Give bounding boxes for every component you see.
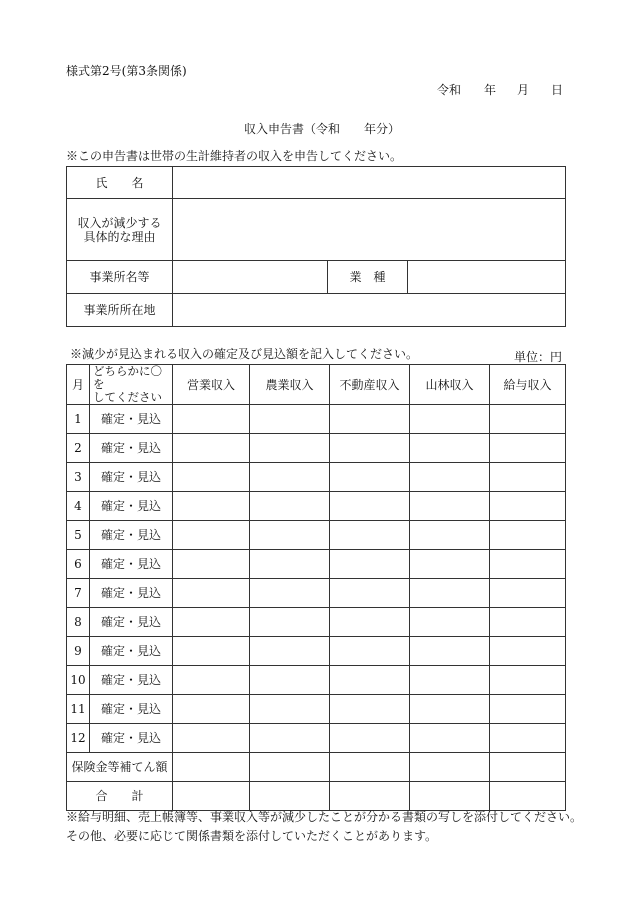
row-real-estate-cell[interactable] (330, 637, 410, 666)
row-agriculture-cell[interactable] (250, 637, 330, 666)
date-day-label: 日 (551, 83, 564, 97)
row-choice[interactable]: 確定・見込 (90, 695, 173, 724)
row-salary-cell[interactable] (490, 666, 566, 695)
row-choice[interactable]: 確定・見込 (90, 550, 173, 579)
row-forestry-cell[interactable] (410, 579, 490, 608)
industry-field[interactable] (408, 261, 566, 294)
unit-label: 単位：円 (514, 350, 563, 364)
total-forestry-cell[interactable] (410, 782, 490, 811)
row-business-cell[interactable] (173, 666, 250, 695)
row-real-estate-cell[interactable] (330, 550, 410, 579)
date-year-label: 年 (484, 83, 497, 97)
row-month: 7 (67, 579, 90, 608)
footer-note-1: ※給与明細、売上帳簿等、事業収入等が減少したことが分かる書類の写しを添付してください。 (66, 810, 583, 824)
table-row (67, 550, 566, 579)
header-choice-line1: どちらかに〇を (93, 364, 162, 391)
header-agriculture-income: 農業収入 (250, 365, 330, 405)
row-forestry-cell[interactable] (410, 666, 490, 695)
row-month: 10 (67, 666, 90, 695)
date-month-label: 月 (517, 83, 530, 97)
row-agriculture-cell[interactable] (250, 695, 330, 724)
row-forestry-cell[interactable] (410, 405, 490, 434)
row-business-cell[interactable] (173, 637, 250, 666)
applicant-info-table (66, 166, 566, 327)
row-choice[interactable]: 確定・見込 (90, 521, 173, 550)
row-real-estate-cell[interactable] (330, 492, 410, 521)
row-real-estate-cell[interactable] (330, 521, 410, 550)
office-field[interactable] (173, 261, 328, 294)
header-real-estate-income: 不動産収入 (330, 365, 410, 405)
row-forestry-cell[interactable] (410, 434, 490, 463)
row-business-cell[interactable] (173, 434, 250, 463)
name-label: 氏 名 (67, 167, 173, 199)
row-month: 4 (67, 492, 90, 521)
table-row (67, 521, 566, 550)
row-real-estate-cell[interactable] (330, 608, 410, 637)
row-salary-cell[interactable] (490, 579, 566, 608)
row-choice[interactable]: 確定・見込 (90, 608, 173, 637)
row-business-cell[interactable] (173, 608, 250, 637)
row-business-cell[interactable] (173, 405, 250, 434)
header-choice-line2: してください (93, 390, 162, 404)
table-row (67, 405, 566, 434)
row-agriculture-cell[interactable] (250, 521, 330, 550)
row-salary-cell[interactable] (490, 521, 566, 550)
location-label: 事業所所在地 (67, 294, 173, 327)
row-forestry-cell[interactable] (410, 695, 490, 724)
row-agriculture-cell[interactable] (250, 666, 330, 695)
header-choice (90, 365, 173, 405)
row-forestry-cell[interactable] (410, 608, 490, 637)
location-field[interactable] (173, 294, 566, 327)
income-note: ※減少が見込まれる収入の確定及び見込額を記入してください。 (70, 347, 419, 361)
total-agriculture-cell[interactable] (250, 782, 330, 811)
row-business-cell[interactable] (173, 521, 250, 550)
reason-field[interactable] (173, 199, 566, 261)
row-month: 6 (67, 550, 90, 579)
row-month: 12 (67, 724, 90, 753)
insurance-business-cell[interactable] (173, 753, 250, 782)
row-real-estate-cell[interactable] (330, 724, 410, 753)
row-month: 5 (67, 521, 90, 550)
row-choice[interactable]: 確定・見込 (90, 579, 173, 608)
row-salary-cell[interactable] (490, 724, 566, 753)
row-salary-cell[interactable] (490, 492, 566, 521)
row-real-estate-cell[interactable] (330, 434, 410, 463)
row-forestry-cell[interactable] (410, 724, 490, 753)
table-row (67, 637, 566, 666)
row-month: 1 (67, 405, 90, 434)
row-salary-cell[interactable] (490, 463, 566, 492)
row-choice[interactable]: 確定・見込 (90, 637, 173, 666)
row-choice[interactable]: 確定・見込 (90, 405, 173, 434)
row-business-cell[interactable] (173, 579, 250, 608)
header-salary-income: 給与収入 (490, 365, 566, 405)
total-business-cell[interactable] (173, 782, 250, 811)
row-agriculture-cell[interactable] (250, 579, 330, 608)
document-title: 収入申告書（令和 年分） (244, 122, 401, 136)
income-table (66, 364, 566, 811)
intro-note: ※この申告書は世帯の生計維持者の収入を申告してください。 (66, 149, 403, 163)
row-forestry-cell[interactable] (410, 521, 490, 550)
header-month: 月 (67, 365, 90, 405)
table-row (67, 724, 566, 753)
row-business-cell[interactable] (173, 695, 250, 724)
row-real-estate-cell[interactable] (330, 666, 410, 695)
row-agriculture-cell[interactable] (250, 434, 330, 463)
row-month: 3 (67, 463, 90, 492)
total-label: 合 計 (67, 782, 173, 811)
office-label: 事業所名等 (67, 261, 173, 294)
row-agriculture-cell[interactable] (250, 492, 330, 521)
table-row (67, 463, 566, 492)
table-row (67, 608, 566, 637)
insurance-forestry-cell[interactable] (410, 753, 490, 782)
industry-label: 業 種 (328, 261, 408, 294)
date-era: 令和 (437, 83, 462, 97)
row-real-estate-cell[interactable] (330, 463, 410, 492)
table-row (67, 666, 566, 695)
row-real-estate-cell[interactable] (330, 695, 410, 724)
table-row (67, 695, 566, 724)
row-forestry-cell[interactable] (410, 637, 490, 666)
row-real-estate-cell[interactable] (330, 405, 410, 434)
row-choice[interactable]: 確定・見込 (90, 724, 173, 753)
row-salary-cell[interactable] (490, 608, 566, 637)
row-business-cell[interactable] (173, 463, 250, 492)
row-choice[interactable]: 確定・見込 (90, 492, 173, 521)
row-month: 8 (67, 608, 90, 637)
row-agriculture-cell[interactable] (250, 608, 330, 637)
row-choice[interactable]: 確定・見込 (90, 463, 173, 492)
row-month: 9 (67, 637, 90, 666)
row-month: 2 (67, 434, 90, 463)
insurance-real-estate-cell[interactable] (330, 753, 410, 782)
row-choice[interactable]: 確定・見込 (90, 666, 173, 695)
reason-label-line2: 具体的な理由 (83, 229, 156, 244)
row-agriculture-cell[interactable] (250, 550, 330, 579)
total-salary-cell[interactable] (490, 782, 566, 811)
table-row (67, 492, 566, 521)
row-business-cell[interactable] (173, 724, 250, 753)
reason-label (67, 199, 173, 261)
row-agriculture-cell[interactable] (250, 463, 330, 492)
row-forestry-cell[interactable] (410, 463, 490, 492)
insurance-label: 保険金等補てん額 (67, 753, 173, 782)
form-number: 様式第2号(第3条関係) (66, 64, 187, 78)
reason-label-line1: 収入が減少する (77, 215, 162, 230)
total-real-estate-cell[interactable] (330, 782, 410, 811)
row-salary-cell[interactable] (490, 637, 566, 666)
name-field[interactable] (173, 167, 566, 199)
header-forestry-income: 山林収入 (410, 365, 490, 405)
row-salary-cell[interactable] (490, 405, 566, 434)
insurance-salary-cell[interactable] (490, 753, 566, 782)
row-agriculture-cell[interactable] (250, 405, 330, 434)
row-salary-cell[interactable] (490, 550, 566, 579)
row-forestry-cell[interactable] (410, 492, 490, 521)
table-row (67, 579, 566, 608)
insurance-agriculture-cell[interactable] (250, 753, 330, 782)
row-business-cell[interactable] (173, 492, 250, 521)
header-business-income: 営業収入 (173, 365, 250, 405)
row-salary-cell[interactable] (490, 434, 566, 463)
row-agriculture-cell[interactable] (250, 724, 330, 753)
row-business-cell[interactable] (173, 550, 250, 579)
row-real-estate-cell[interactable] (330, 579, 410, 608)
row-forestry-cell[interactable] (410, 550, 490, 579)
row-salary-cell[interactable] (490, 695, 566, 724)
row-month: 11 (67, 695, 90, 724)
table-row (67, 434, 566, 463)
footer-note-2: その他、必要に応じて関係書類を添付していただくことがあります。 (66, 829, 438, 843)
row-choice[interactable]: 確定・見込 (90, 434, 173, 463)
